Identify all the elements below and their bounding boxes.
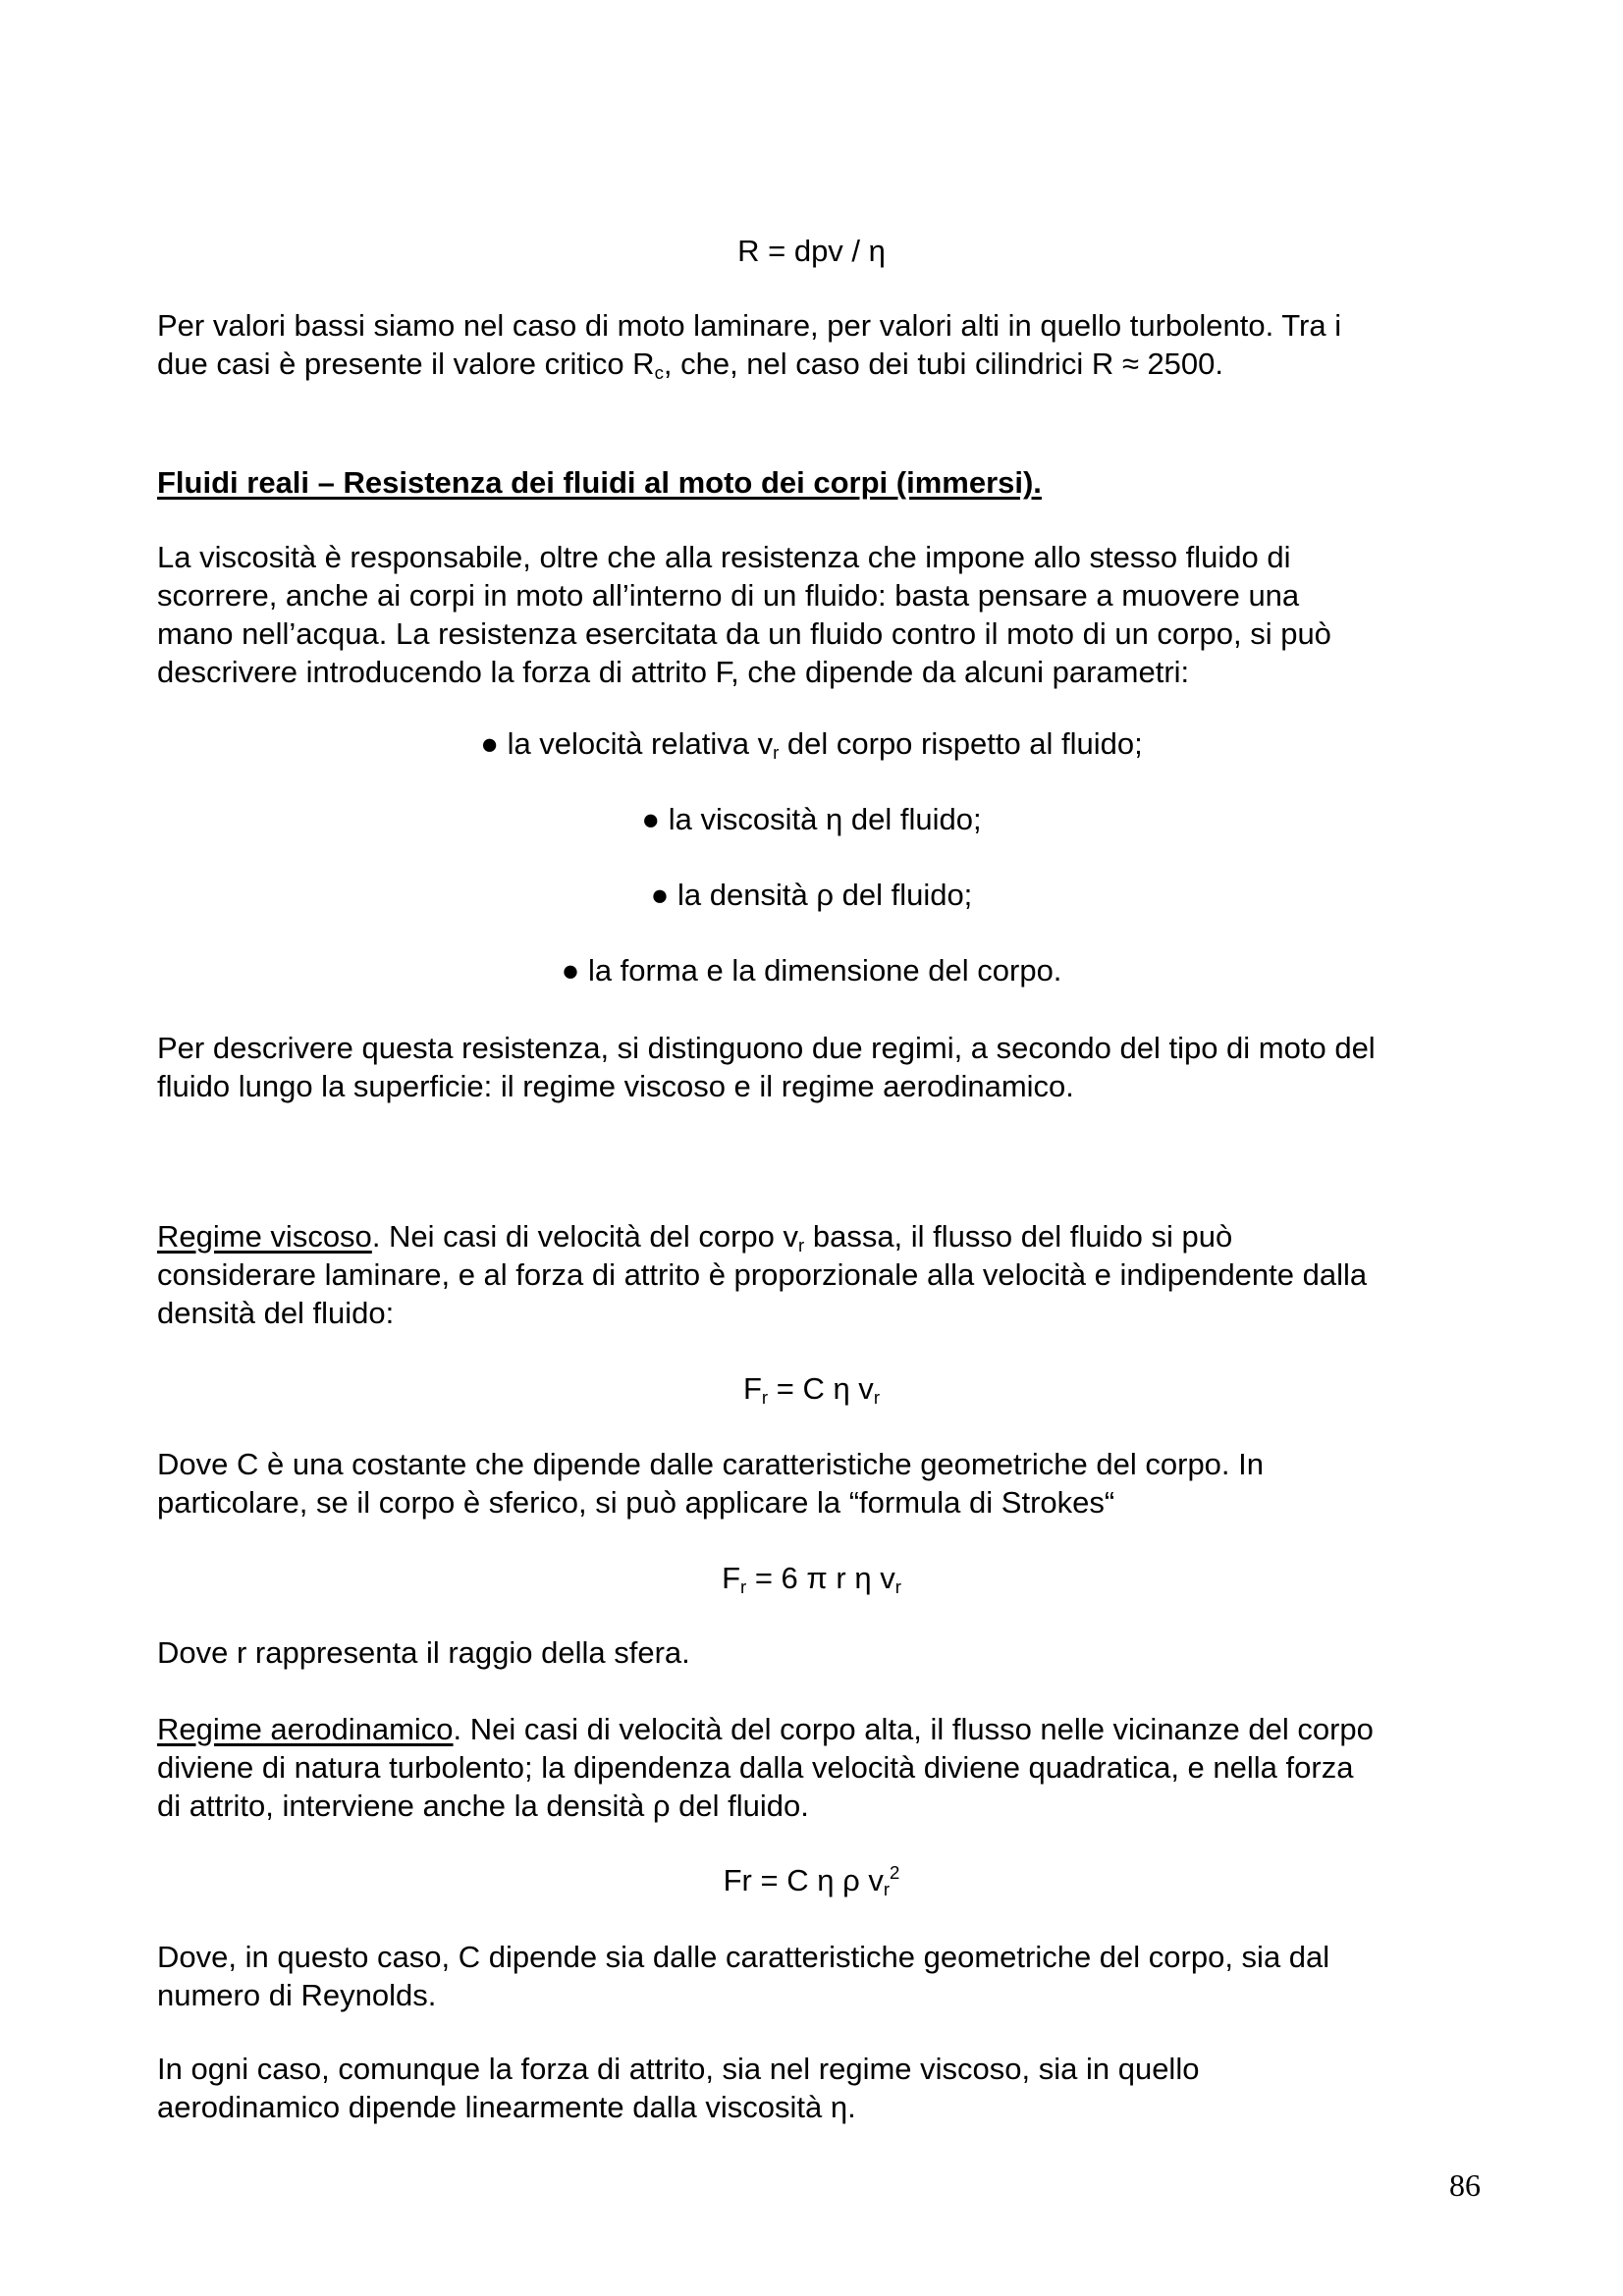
bullet-item-density: ● la densità ρ del fluido; [650,878,973,912]
paragraph-laminar-turbulent: Per valori bassi siamo nel caso di moto laminare, per valori alti in quello turbolento. Tra i due casi è presente il valore critico $R_c$, che, nel caso dei tubi cilindrici R ≈ 2500. [157,308,1342,383]
bullet-item-viscosity: ● la viscosità η del fluido; [641,802,982,836]
bullet-icon: ● [480,726,499,761]
paragraph-constant-c: Dove C è una costante che dipende dalle caratteristiche geometriche del corpo. In particolare, se il corpo è sferico, si può applicare la “formula di Strokes“ [157,1447,1265,1520]
paragraph-reynolds-dependence: Dove, in questo caso, C dipende sia dalle caratteristiche geometriche del corpo, sia dal numero di Reynolds. [157,1940,1330,2012]
formula-viscous-drag: $F_r = C$ η $v_r$ [742,1371,881,1408]
paragraph-regimes: Per descrivere questa resistenza, si distinguono due regimi, a secondo del tipo di moto del fluido lungo la superficie: il regime viscoso e il regime aerodinamico. [157,1031,1376,1103]
reynolds-formula: R = dpv / η [737,234,886,268]
paragraph-regime-aerodinamico: Regime aerodinamico. Nei casi di velocità del corpo alta, il flusso nelle vicinanze del corpo diviene di natura turbolento; la dipendenza dalla velocità diviene quadratica, e nella forza di attrito, interviene anche la densità ρ del fluido. [157,1712,1374,1823]
regime-viscoso-label: Regime viscoso [157,1219,372,1254]
bullet-icon: ● [641,802,661,836]
formula-aerodynamic-drag: Fr = C η ρ $v_r^2$ [723,1862,900,1899]
formula-stokes: $F_r = 6$ π r η $v_r$ [722,1561,901,1597]
page-number: 86 [1449,2167,1481,2203]
paragraph-regime-viscoso: Regime viscoso. Nei casi di velocità del corpo $v_r$ bassa, il flusso del fluido si può considerare laminare, e al forza di attrito è proporzionale alla velocità e indipendente dalla densità del fluido: [157,1219,1368,1330]
bullet-item-velocity: ● la velocità relativa $v_r$ del corpo rispetto al fluido; [480,726,1143,763]
bullet-icon: ● [561,953,580,988]
regime-aerodinamico-label: Regime aerodinamico [157,1712,454,1746]
paragraph-viscosity: La viscosità è responsabile, oltre che alla resistenza che impone allo stesso fluido di scorrere, anche ai corpi in moto all’interno di un fluido: basta pensare a muovere una mano nell’acqua. La resistenza esercitata da un fluido contro il moto di un corpo, si può descrivere introducendo la forza di attrito F, che dipende da alcuni parametri: [157,540,1331,689]
section-heading: Fluidi reali – Resistenza dei fluidi al moto dei corpi (immersi). [157,465,1042,500]
paragraph-radius: Dove r rappresenta il raggio della sfera. [157,1635,690,1670]
paragraph-conclusion: In ogni caso, comunque la forza di attrito, sia nel regime viscoso, sia in quello aerodinamico dipende linearmente dalla viscosità η. [157,2052,1200,2124]
bullet-item-shape: ● la forma e la dimensione del corpo. [561,953,1062,988]
bullet-icon: ● [650,878,670,912]
